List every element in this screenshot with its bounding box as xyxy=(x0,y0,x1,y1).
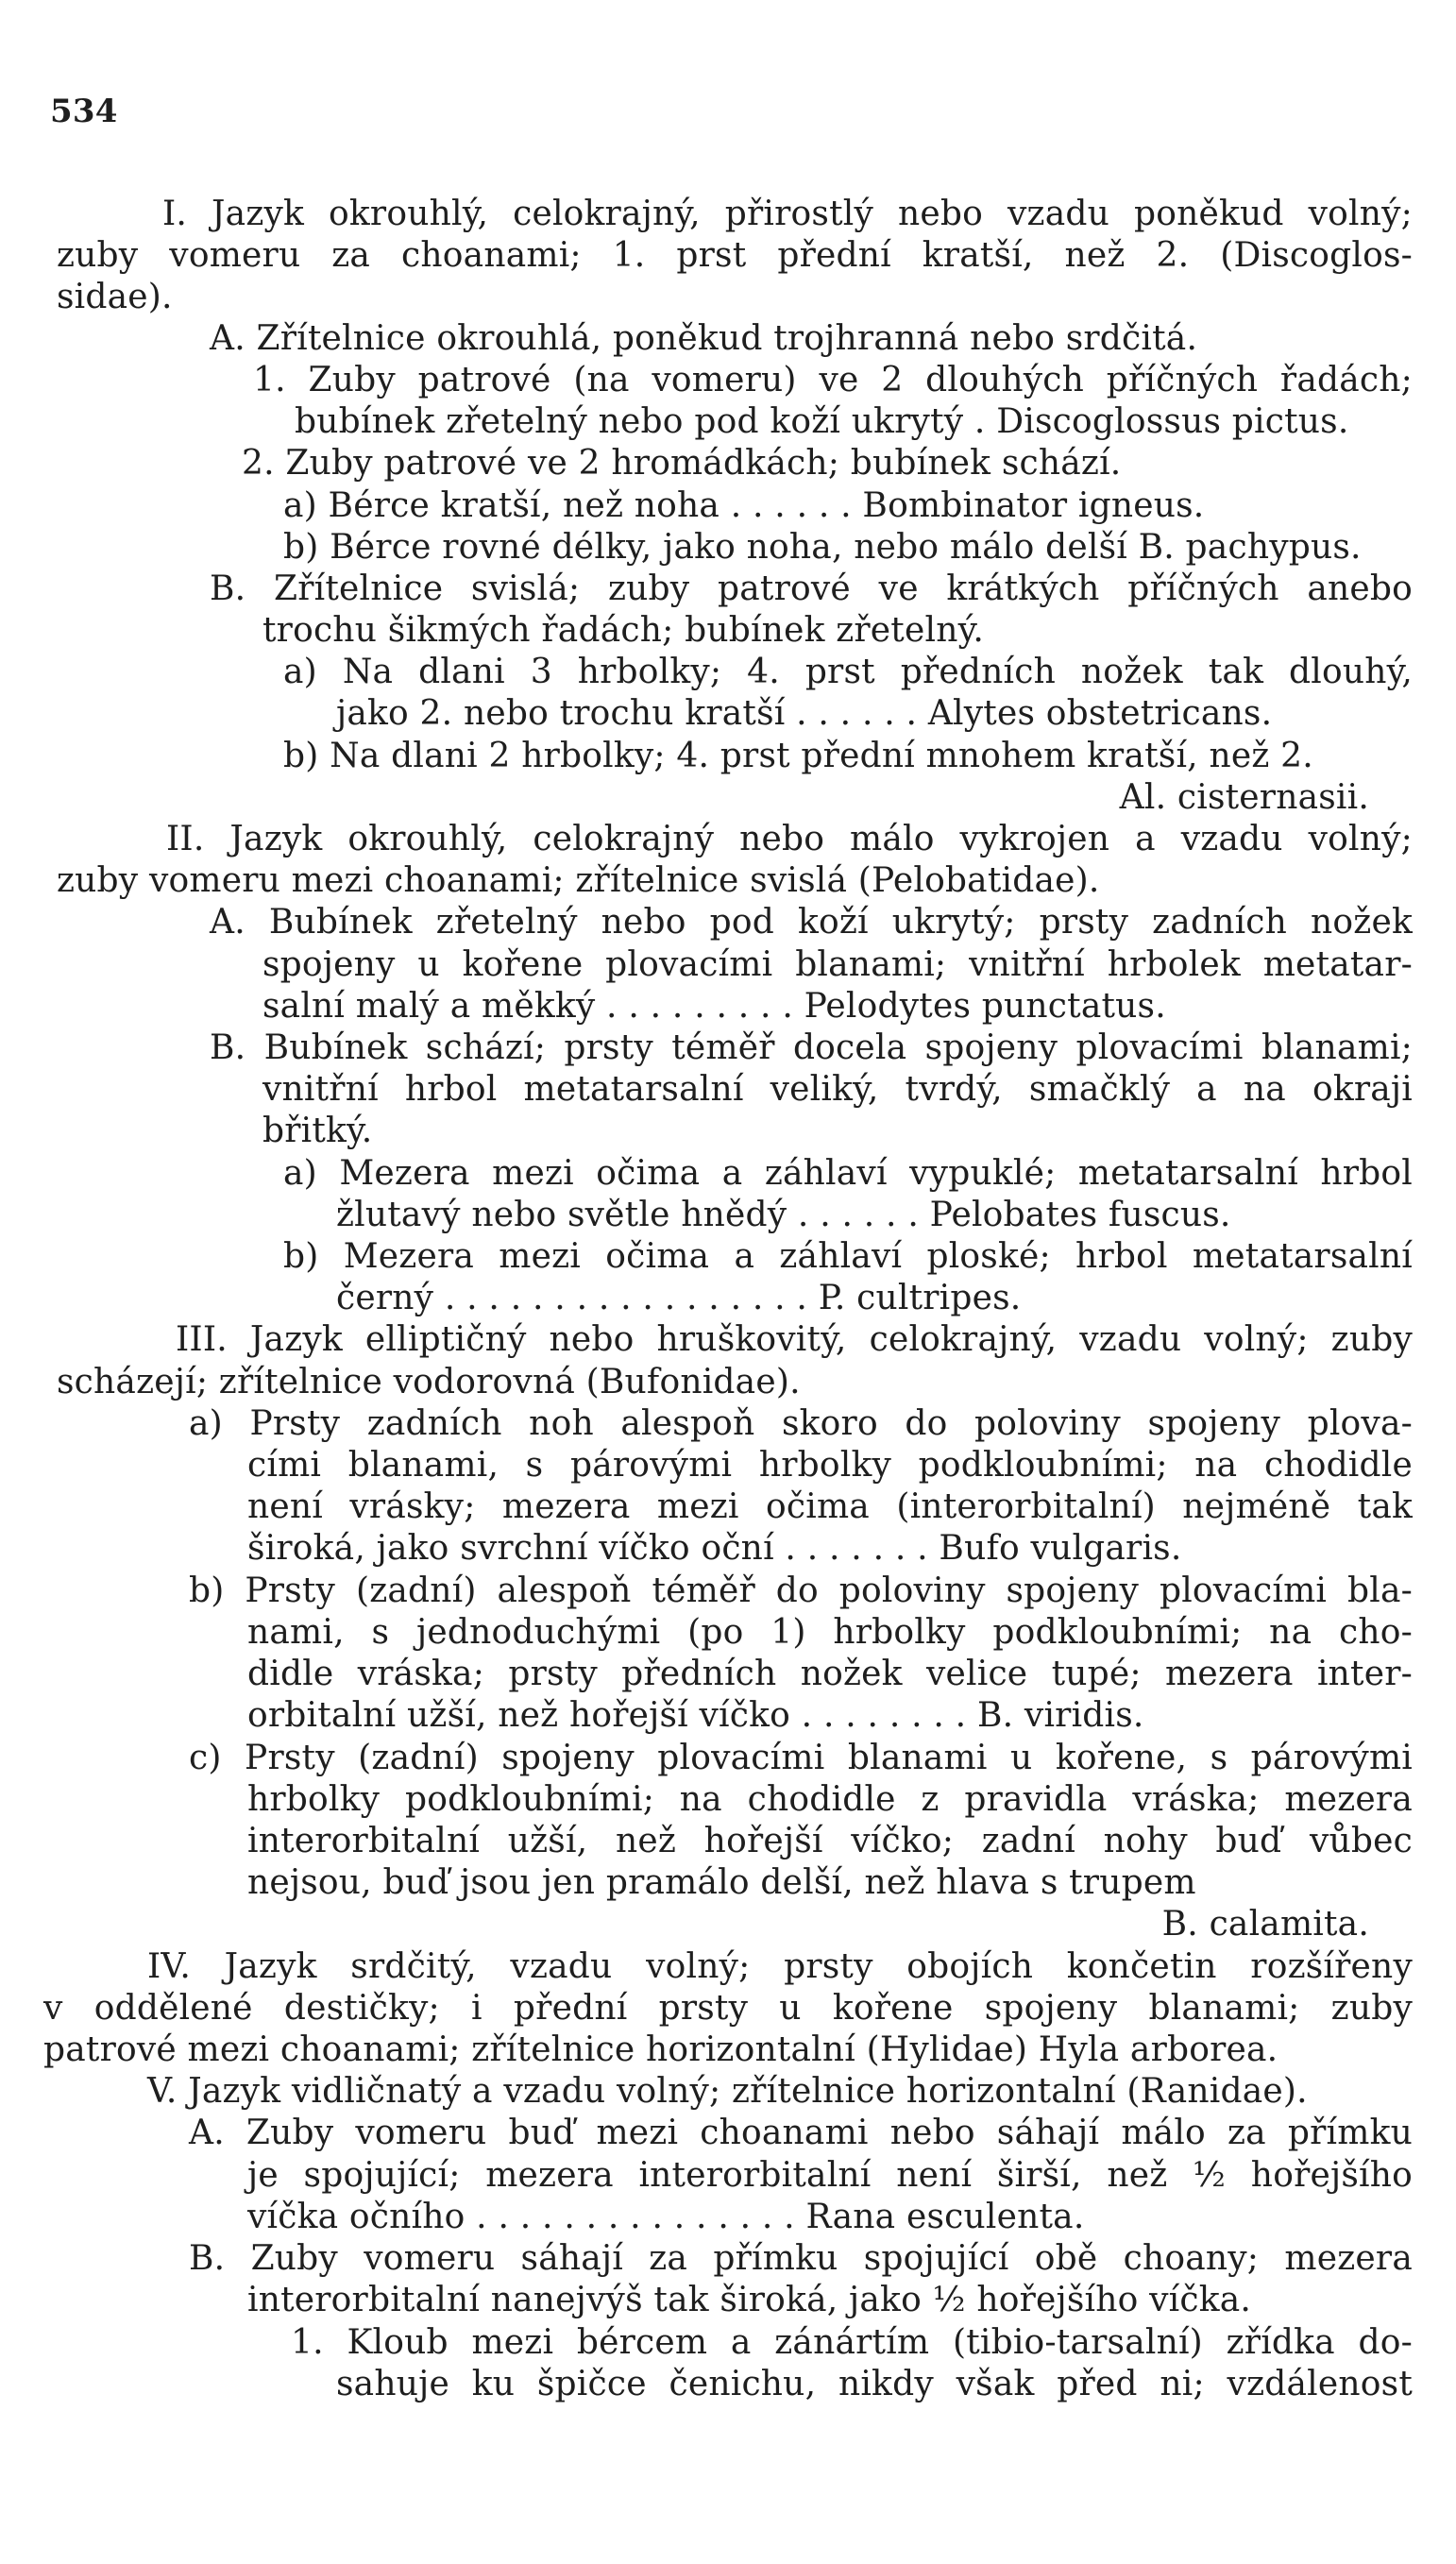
text-line: A. Bubínek zřetelný nebo pod koží ukrytý; prsty zadních nožek xyxy=(210,903,1413,942)
text-line: B. Zuby vomeru sáhají za přímku spojující obě choany; mezera xyxy=(189,2239,1413,2278)
text-line: hrbolky podkloubními; na chodidle z pravidla vráska; mezera xyxy=(247,1780,1413,1819)
text-line: 1. Kloub mezi bércem a zánártím (tibio-tarsalní) zřídka do- xyxy=(291,2323,1413,2362)
text-line: scházejí; zřítelnice vodorovná (Bufonidae). xyxy=(57,1363,801,1401)
page-number: 534 xyxy=(50,93,118,130)
text-line: salní malý a měkký . . . . . . . . . Pelodytes punctatus. xyxy=(262,987,1166,1026)
text-line: b) Na dlani 2 hrbolky; 4. prst přední mnohem kratší, než 2. xyxy=(283,737,1313,775)
text-line: sidae). xyxy=(57,278,173,316)
text-line: a) Prsty zadních noh alespoň skoro do poloviny spojeny plova- xyxy=(189,1404,1413,1443)
text-line: 1. Zuby patrové (na vomeru) ve 2 dlouhých příčných řadách; xyxy=(253,361,1413,399)
text-line: A. Zuby vomeru buď mezi choanami nebo sáhají málo za přímku xyxy=(189,2114,1413,2152)
text-line: c) Prsty (zadní) spojeny plovacími blanami u kořene, s párovými xyxy=(189,1739,1413,1777)
text-line: je spojující; mezera interorbitalní není širší, než ½ hořejšího xyxy=(247,2156,1413,2195)
text-line: B. Zřítelnice svislá; zuby patrové ve krátkých příčných anebo xyxy=(210,569,1413,608)
text-line: interorbitalní užší, než hořejší víčko; zadní nohy buď vůbec xyxy=(247,1822,1413,1860)
text-line: bubínek zřetelný nebo pod koží ukrytý . Discoglossus pictus. xyxy=(295,402,1349,441)
text-line: III. Jazyk elliptičný nebo hruškovitý, celokrajný, vzadu volný; zuby xyxy=(176,1320,1413,1359)
text-line: břitký. xyxy=(262,1112,373,1150)
text-line: v oddělené destičky; i přední prsty u kořene spojeny blanami; zuby xyxy=(43,1989,1413,2028)
text-line: didle vráska; prsty předních nožek velice tupé; mezera inter- xyxy=(247,1655,1413,1693)
text-line: černý . . . . . . . . . . . . . . . . . P. cultripes. xyxy=(336,1279,1022,1317)
text-line: nami, s jednoduchými (po 1) hrbolky podkloubními; na cho- xyxy=(247,1613,1413,1652)
text-line: vnitřní hrbol metatarsalní veliký, tvrdý, smačklý a na okraji xyxy=(262,1070,1413,1109)
text-line: A. Zřítelnice okrouhlá, poněkud trojhranná nebo srdčitá. xyxy=(210,319,1198,358)
text-line: a) Na dlani 3 hrbolky; 4. prst předních nožek tak dlouhý, xyxy=(283,653,1413,691)
text-line: II. Jazyk okrouhlý, celokrajný nebo málo vykrojen a vzadu volný; xyxy=(166,820,1413,858)
text-line: V. Jazyk vidličnatý a vzadu volný; zřítelnice horizontalní (Ranidae). xyxy=(147,2072,1308,2111)
text-line: široká, jako svrchní víčko oční . . . . . . . Bufo vulgaris. xyxy=(247,1529,1182,1568)
text-line: a) Mezera mezi očima a záhlaví vypuklé; metatarsalní hrbol xyxy=(283,1154,1413,1193)
text-line: Al. cisternasii. xyxy=(1119,778,1369,817)
text-line: IV. Jazyk srdčitý, vzadu volný; prsty obojích končetin rozšířeny xyxy=(147,1947,1413,1986)
text-line: nejsou, buď jsou jen pramálo delší, než hlava s trupem xyxy=(247,1863,1196,1902)
text-line: jako 2. nebo trochu kratší . . . . . . Alytes obstetricans. xyxy=(336,694,1273,733)
text-line: orbitalní užší, než hořejší víčko . . . . . . . . B. viridis. xyxy=(247,1696,1144,1735)
text-line: víčka očního . . . . . . . . . . . . . . . Rana esculenta. xyxy=(247,2198,1085,2236)
text-line: trochu šikmých řadách; bubínek zřetelný. xyxy=(262,611,984,650)
text-line: žlutavý nebo světle hnědý . . . . . . Pelobates fuscus. xyxy=(336,1196,1231,1234)
text-line: zuby vomeru za choanami; 1. prst přední kratší, než 2. (Discoglos- xyxy=(57,236,1413,275)
text-line: B. Bubínek schází; prsty téměř docela spojeny plovacími blanami; xyxy=(210,1028,1413,1067)
text-line: 2. Zuby patrové ve 2 hromádkách; bubínek schází. xyxy=(242,444,1122,483)
text-line: spojeny u kořene plovacími blanami; vnitřní hrbolek metatar- xyxy=(262,945,1413,984)
text-line: B. calamita. xyxy=(1161,1905,1369,1944)
text-line: b) Bérce rovné délky, jako noha, nebo málo delší B. pachypus. xyxy=(283,528,1362,567)
text-line: zuby vomeru mezi choanami; zřítelnice svislá (Pelobatidae). xyxy=(57,861,1100,900)
text-line: interorbitalní nanejvýš tak široká, jako ½ hořejšího víčka. xyxy=(247,2281,1252,2319)
text-line: sahuje ku špičce čenichu, nikdy však před ni; vzdálenost xyxy=(336,2365,1413,2403)
text-line: b) Mezera mezi očima a záhlaví ploské; hrbol metatarsalní xyxy=(283,1237,1413,1276)
text-line: a) Bérce kratší, než noha . . . . . . Bombinator igneus. xyxy=(283,486,1205,525)
text-line: cími blanami, s párovými hrbolky podkloubními; na chodidle xyxy=(247,1446,1413,1485)
text-line: I. Jazyk okrouhlý, celokrajný, přirostlý nebo vzadu poněkud volný; xyxy=(162,195,1413,233)
text-line: b) Prsty (zadní) alespoň téměř do poloviny spojeny plovacími bla- xyxy=(189,1571,1413,1610)
text-line: není vrásky; mezera mezi očima (interorbitalní) nejméně tak xyxy=(247,1487,1413,1526)
text-line: patrové mezi choanami; zřítelnice horizontalní (Hylidae) Hyla arborea. xyxy=(43,2030,1278,2069)
